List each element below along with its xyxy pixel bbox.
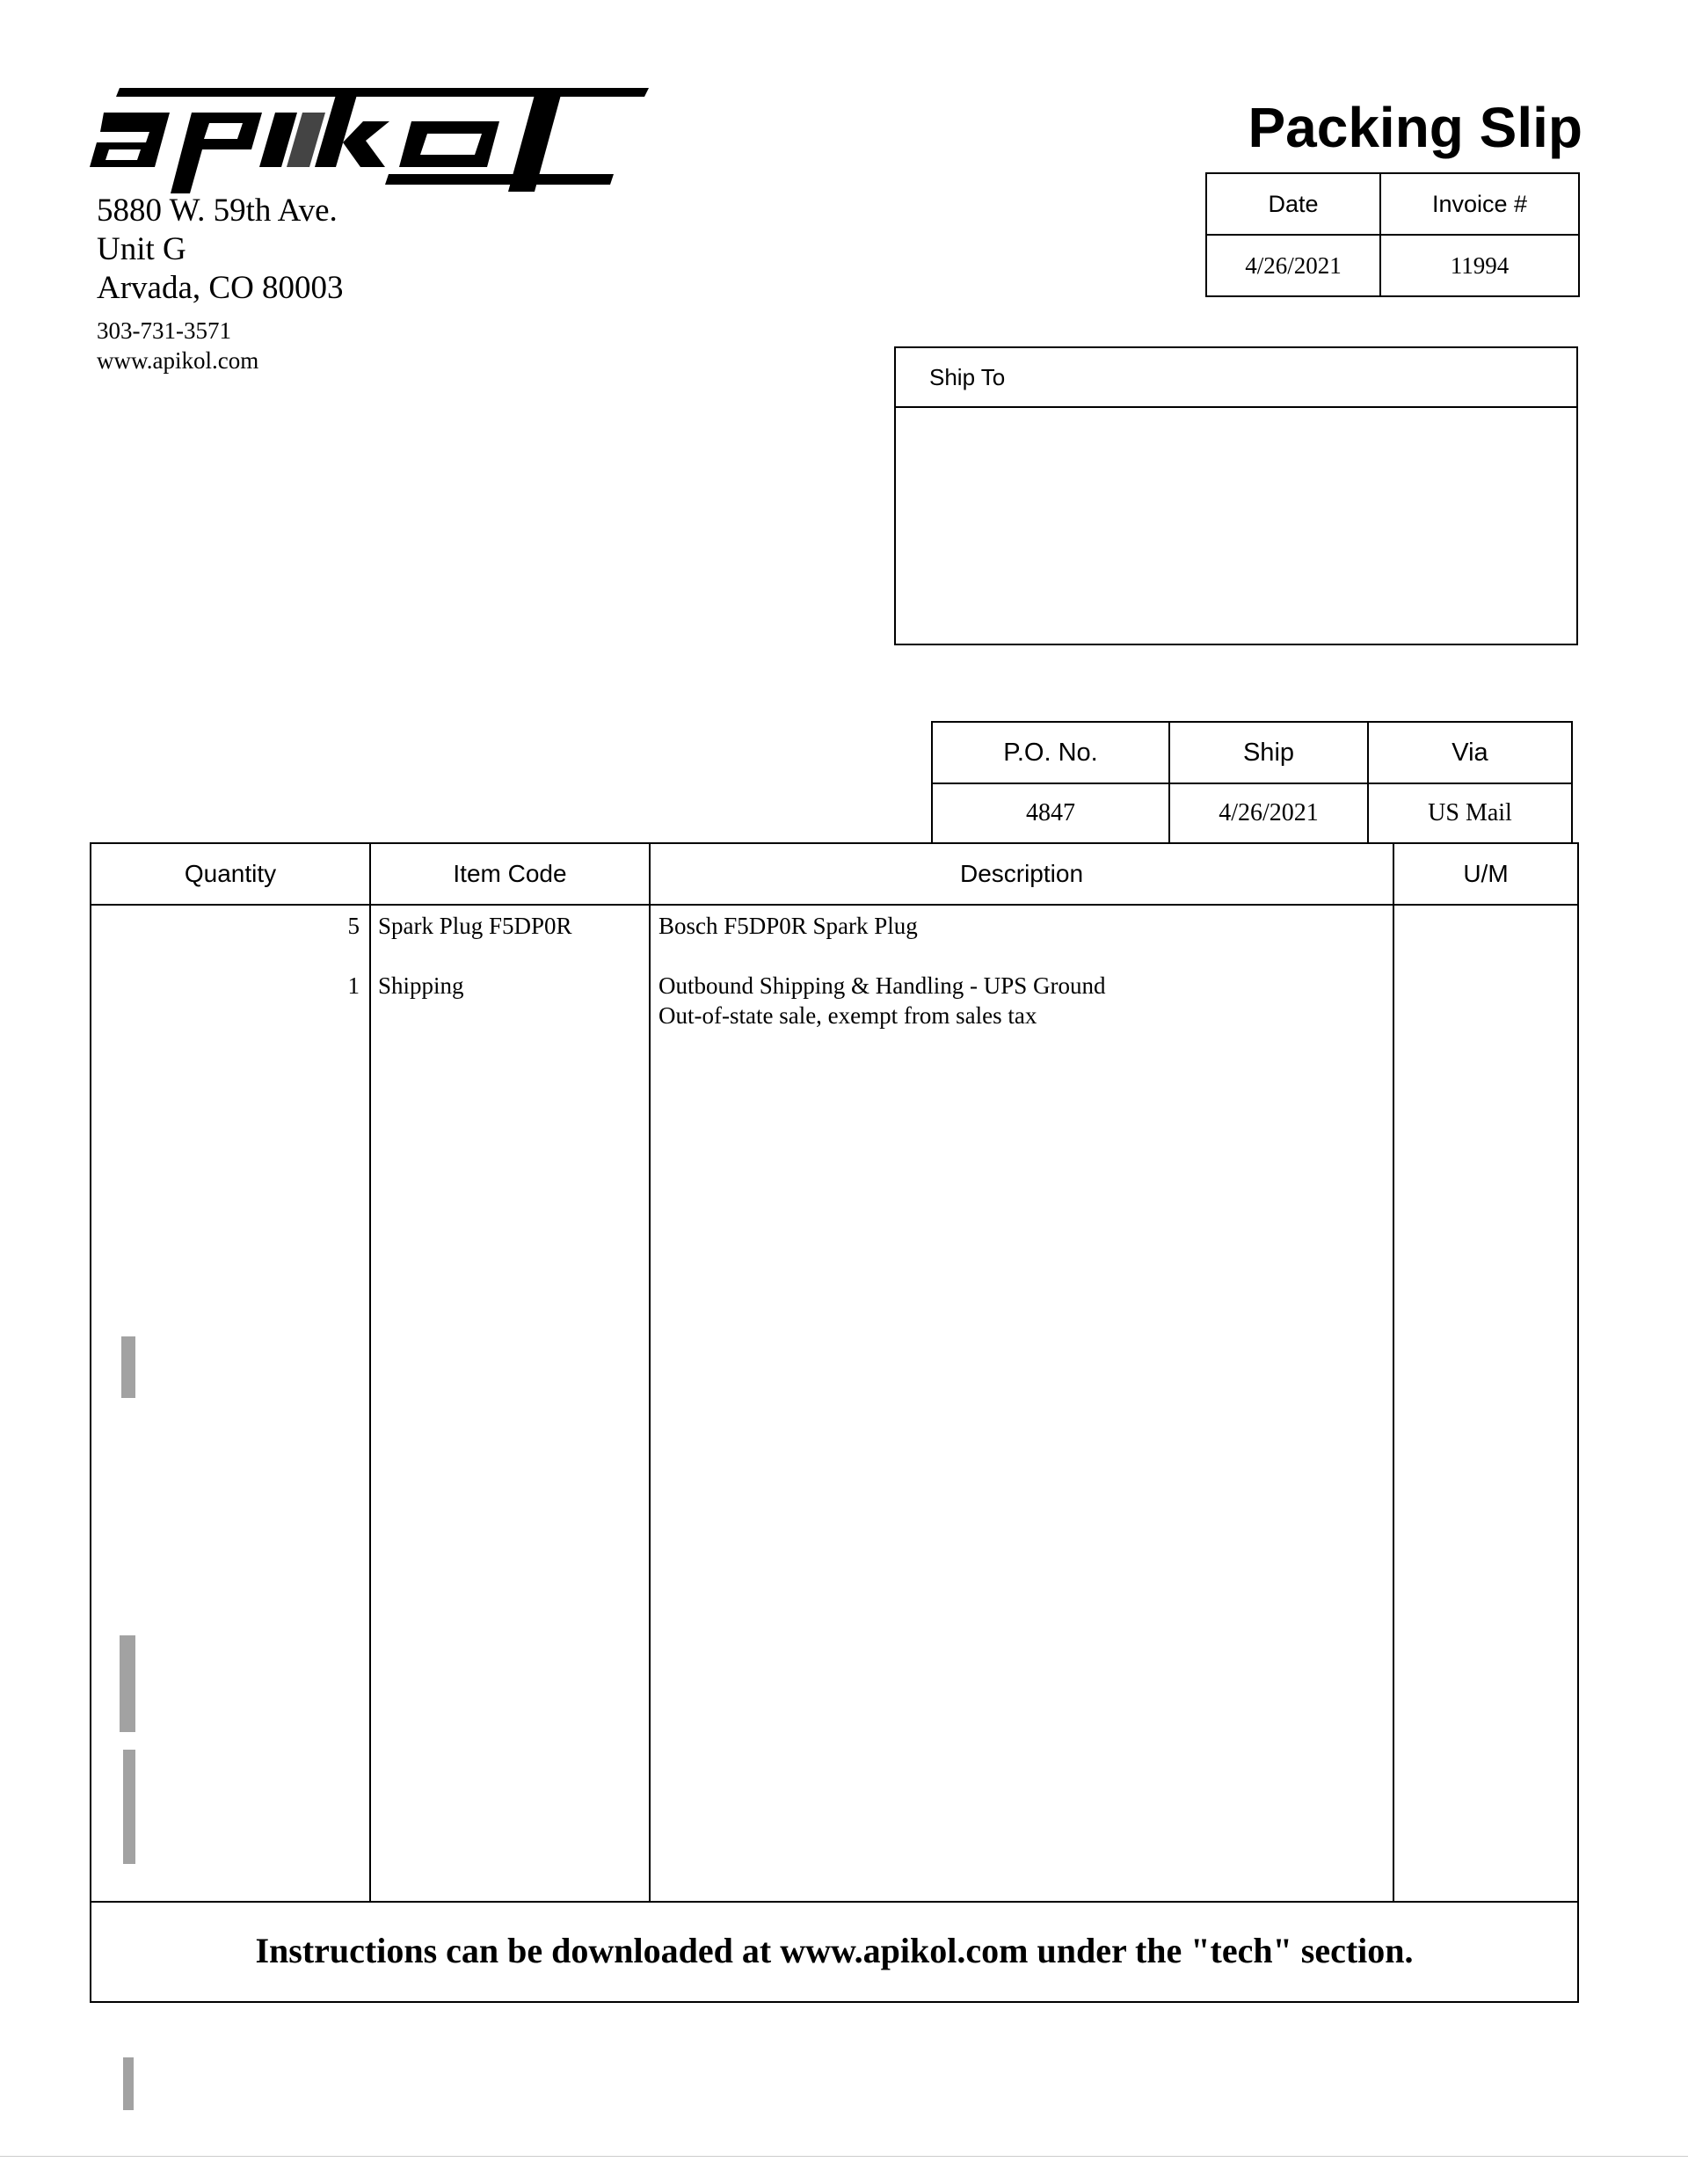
scan-edge-line	[0, 2156, 1688, 2157]
row-item-code: Spark Plug F5DP0R	[378, 913, 572, 939]
header-quantity: Quantity	[184, 860, 277, 887]
address-line-3: Arvada, CO 80003	[97, 270, 344, 306]
scan-artifact	[123, 2057, 134, 2110]
company-website: www.apikol.com	[97, 347, 259, 374]
scan-artifact	[123, 1750, 135, 1864]
company-logo	[86, 86, 649, 193]
ship-date: 4/26/2021	[1169, 783, 1368, 843]
invoice-date: 4/26/2021	[1206, 235, 1380, 296]
scan-artifact	[120, 1635, 135, 1732]
row-item-code: Shipping	[378, 972, 464, 999]
date-label: Date	[1206, 173, 1380, 235]
date-invoice-table	[1205, 172, 1580, 297]
ship-via: US Mail	[1368, 783, 1572, 843]
address-line-1: 5880 W. 59th Ave.	[97, 193, 338, 229]
via-label: Via	[1368, 722, 1572, 783]
ship-to-label: Ship To	[896, 348, 1576, 408]
column-divider	[369, 844, 371, 1901]
document-title: Packing Slip	[1248, 96, 1582, 159]
invoice-number: 11994	[1380, 235, 1579, 296]
invoice-label: Invoice #	[1380, 173, 1579, 235]
column-divider	[649, 844, 651, 1901]
items-header-row	[91, 844, 1577, 906]
instructions-note: Instructions can be downloaded at www.apikol.com under the "tech" section.	[91, 1901, 1577, 2001]
header-item-code: Item Code	[453, 860, 567, 887]
header-description: Description	[959, 860, 1084, 887]
row-description: Bosch F5DP0R Spark Plug	[658, 913, 918, 939]
header-um: U/M	[1463, 860, 1509, 887]
company-phone: 303-731-3571	[97, 317, 231, 344]
row-quantity: 5	[347, 913, 360, 939]
row-description: Outbound Shipping & Handling - UPS Ground	[658, 972, 1106, 999]
row-quantity: 1	[347, 972, 360, 999]
row-description-line-2: Out-of-state sale, exempt from sales tax	[658, 1002, 1037, 1029]
po-number: 4847	[932, 783, 1169, 843]
ship-to-box	[894, 346, 1578, 645]
shipping-info-table	[931, 721, 1573, 844]
address-line-2: Unit G	[97, 231, 186, 267]
items-table	[90, 842, 1579, 2003]
scan-artifact	[121, 1336, 135, 1398]
column-divider	[1393, 844, 1394, 1901]
ship-label: Ship	[1169, 722, 1368, 783]
po-label: P.O. No.	[932, 722, 1169, 783]
